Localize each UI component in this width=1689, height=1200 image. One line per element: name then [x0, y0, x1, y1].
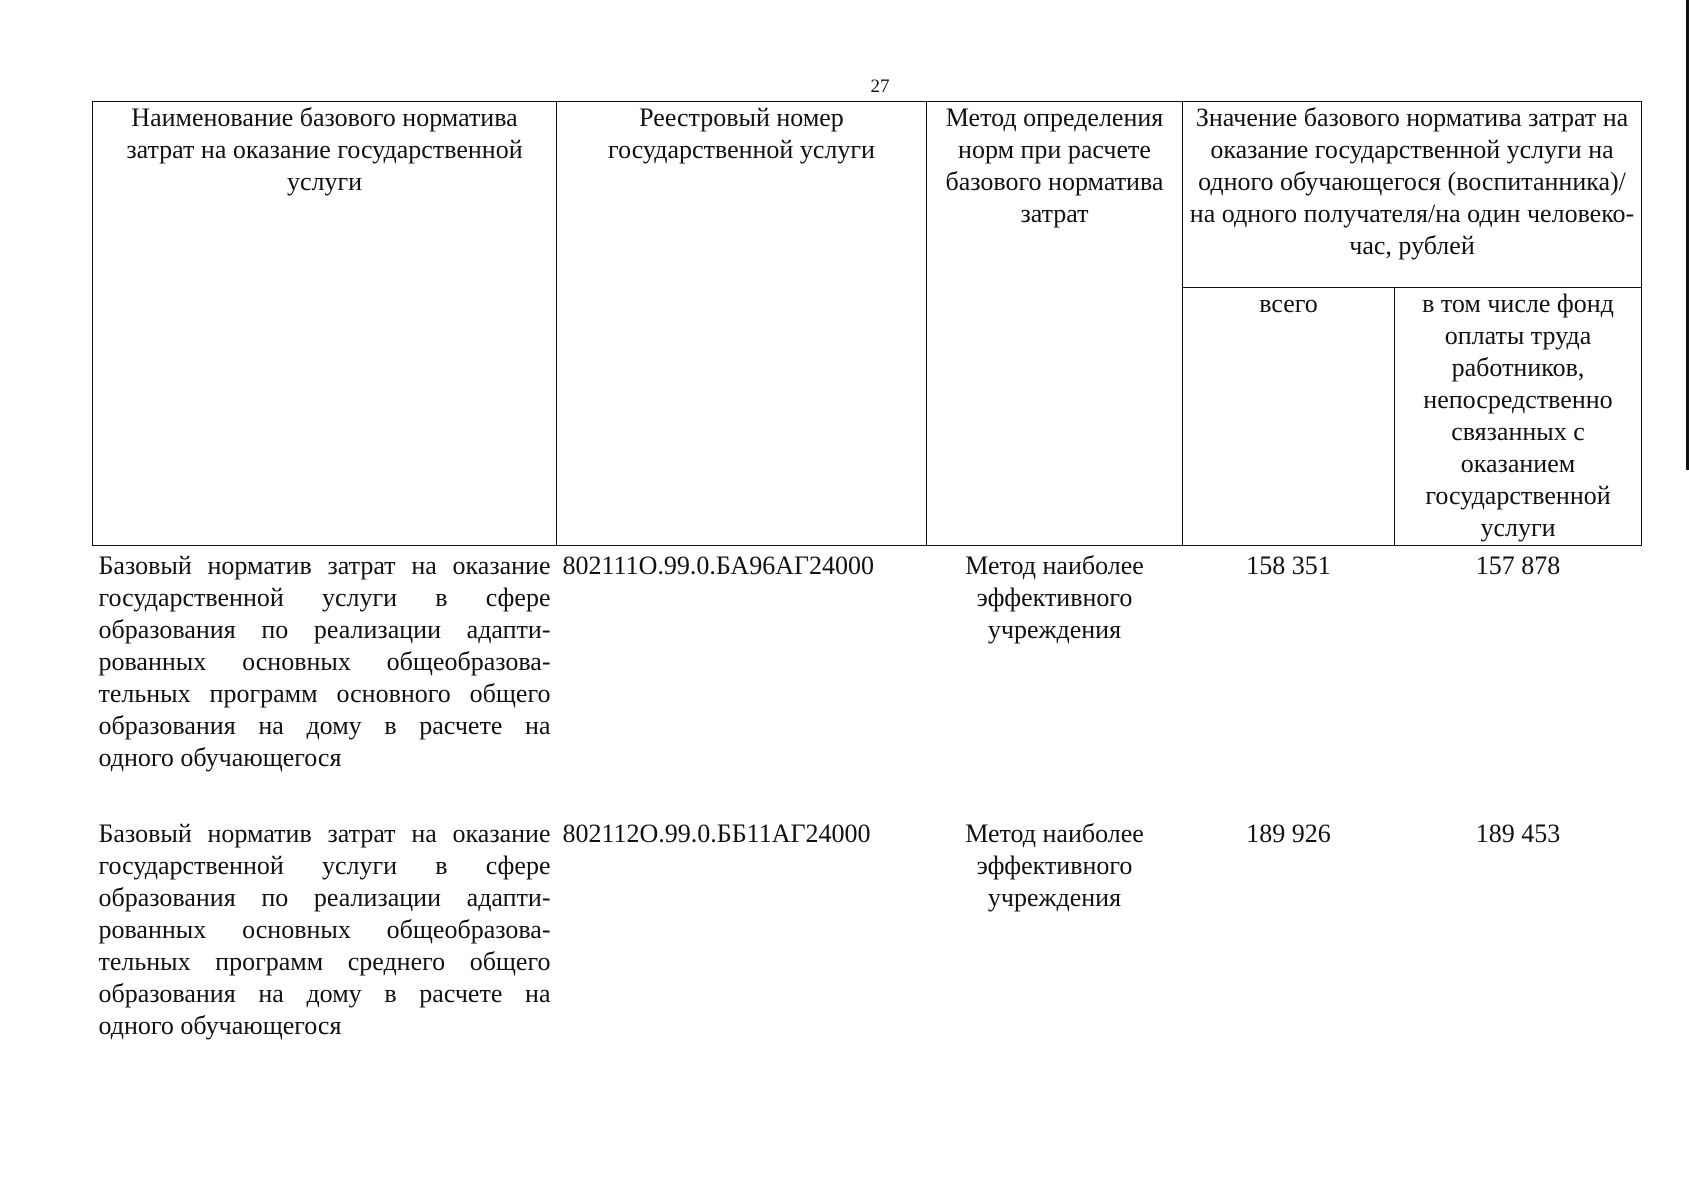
cell-method: Метод наиболее эффективного учреждения [965, 819, 1144, 912]
table-row [93, 814, 1642, 1042]
cell-name: Базовый норматив затрат на оказание государственной услуги в сфере образования по реализации адаптированных основных общеобразовательных программ основного общего образования на дому в расчете на одного обучающегося [98, 551, 551, 772]
header-row [93, 102, 1642, 288]
cell-wage-fund: 189 453 [1475, 819, 1561, 848]
header-wage-fund: в том числе фонд оплаты труда работников, непосредственно связанных с оказанием государственной услуги [1395, 288, 1642, 546]
header-total: всего [1183, 288, 1395, 546]
cell-registry-number: 802112О.99.0.ББ11АГ24000 [562, 819, 871, 848]
cell-total: 158 351 [1246, 551, 1331, 580]
page-number: 27 [870, 76, 890, 97]
cell-registry-number: 802111О.99.0.БА96АГ24000 [562, 551, 875, 580]
cell-name: Базовый норматив затрат на оказание государственной услуги в сфере образования по реализации адаптированных основных общеобразовательных программ среднего общего образования на дому в расчете на одного обучающегося [98, 819, 551, 1040]
table-row [93, 546, 1642, 775]
header-value: Значение базового норматива затрат на оказание государственной услуги на одного обучающегося (воспитанника)/на одного получателя/на один человеко-час, рублей [1183, 102, 1642, 288]
cell-method: Метод наиболее эффективного учреждения [965, 551, 1144, 644]
norms-table [92, 101, 1642, 1042]
cell-total: 189 926 [1246, 819, 1331, 848]
header-method: Метод определения норм при расчете базового норматива затрат [927, 102, 1183, 546]
row-spacer [93, 774, 1642, 814]
cell-wage-fund: 157 878 [1475, 551, 1561, 580]
header-name: Наименование базового норматива затрат на оказание государственной услуги [93, 102, 557, 546]
header-registry-number: Реестровый номер государственной услуги [557, 102, 927, 546]
